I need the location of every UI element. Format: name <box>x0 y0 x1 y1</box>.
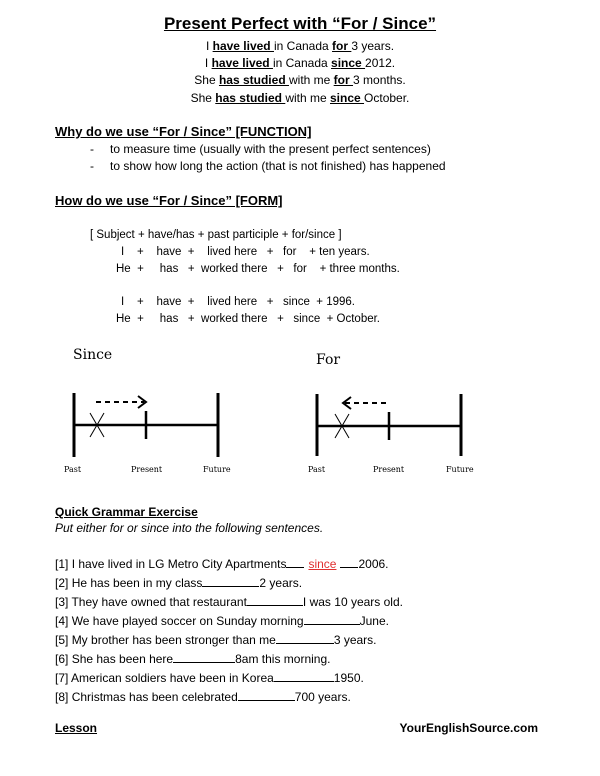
item-number: [7] <box>55 671 69 685</box>
answer-blank[interactable] <box>173 650 235 663</box>
exercise-item <box>55 593 403 609</box>
item-text-before: He has been in my class <box>71 576 203 590</box>
example-subject: She <box>194 73 219 87</box>
example-middle: with me <box>285 91 330 105</box>
example-middle: in Canada <box>272 56 332 70</box>
item-text-after: 3 years. <box>333 633 377 647</box>
answer-blank[interactable] <box>276 631 334 644</box>
present-label: Present <box>131 465 163 474</box>
function-heading: Why do we use “For / Since” [FUNCTION] <box>55 124 312 139</box>
present-label: Present <box>373 465 405 474</box>
item-text-before: American soldiers have been in Korea <box>71 671 274 685</box>
example-verb: has studied <box>218 73 289 87</box>
footer-website: YourEnglishSource.com <box>399 721 538 735</box>
future-label: Future <box>203 465 231 474</box>
form-example-row: I + have + lived here + since + 1996. <box>121 296 355 308</box>
item-number: [4] <box>55 614 69 628</box>
item-text-after: 2006. <box>358 557 389 571</box>
example-keyword: for <box>332 39 352 53</box>
past-label: Past <box>308 465 326 474</box>
item-text-after: 700 years. <box>294 690 351 704</box>
for-timeline-diagram <box>305 390 475 460</box>
example-verb: have lived <box>211 56 273 70</box>
for-diagram-label: For <box>316 352 341 368</box>
item-number: [3] <box>55 595 69 609</box>
item-number: [8] <box>55 690 69 704</box>
exercise-instruction: Put either for or since into the following sentences. <box>55 521 324 535</box>
answer-blank[interactable] <box>202 574 259 587</box>
example-sentence <box>0 73 600 87</box>
item-text-before: My brother has been stronger than me <box>71 633 276 647</box>
example-keyword: since <box>331 56 366 70</box>
example-subject: I <box>205 39 213 53</box>
function-bullet: - to show how long the action (that is not finished) has happened <box>90 159 446 173</box>
answer-blank[interactable] <box>238 688 295 701</box>
item-text-before: She has been here <box>71 652 174 666</box>
answer-blank[interactable] <box>247 593 303 606</box>
exercise-item <box>55 631 377 647</box>
exercise-item <box>55 669 364 685</box>
form-pattern: [ Subject + have/has + past participle + for/since ] <box>90 229 342 241</box>
example-verb: have lived <box>212 39 274 53</box>
bullet-text: to show how long the action (that is not finished) has happened <box>110 159 446 173</box>
example-verb: has studied <box>215 91 286 105</box>
blank-line <box>340 555 358 568</box>
example-keyword: for <box>333 73 354 87</box>
exercise-item <box>55 555 389 571</box>
exercise-item <box>55 650 330 666</box>
exercise-title: Quick Grammar Exercise <box>55 505 198 519</box>
example-middle: in Canada <box>273 39 333 53</box>
example-time: 3 years. <box>351 39 395 53</box>
item-text-after: 2 years. <box>259 576 303 590</box>
exercise-item <box>55 574 302 590</box>
blank-line <box>286 555 304 568</box>
form-example-row: He + has + worked there + for + three months. <box>116 263 400 275</box>
item-text-before: I have lived in LG Metro City Apartments <box>71 557 287 571</box>
past-label: Past <box>64 465 82 474</box>
item-text-after: 8am this morning. <box>235 652 331 666</box>
example-sentence <box>0 39 600 53</box>
item-number: [6] <box>55 652 69 666</box>
exercise-item <box>55 688 351 704</box>
item-text-before: Christmas has been celebrated <box>71 690 238 704</box>
example-sentence <box>0 91 600 105</box>
answer-blank[interactable]: since <box>308 557 337 571</box>
example-subject: She <box>190 91 216 105</box>
item-text-after: I was 10 years old. <box>302 595 403 609</box>
form-example-row: I + have + lived here + for + ten years. <box>121 246 370 258</box>
since-diagram-label: Since <box>73 347 113 363</box>
page-title: Present Perfect with “For / Since” <box>163 14 437 33</box>
exercise-item <box>55 612 389 628</box>
item-number: [5] <box>55 633 69 647</box>
item-text-after: June. <box>359 614 389 628</box>
example-sentence <box>0 56 600 70</box>
item-number: [1] <box>55 557 69 571</box>
example-time: 3 months. <box>353 73 406 87</box>
example-subject: I <box>204 56 212 70</box>
example-time: October. <box>364 91 410 105</box>
answer-blank[interactable] <box>274 669 334 682</box>
item-text-before: They have owned that restaurant <box>71 595 247 609</box>
item-text-before: We have played soccer on Sunday morning <box>71 614 304 628</box>
function-bullet: - to measure time (usually with the present perfect sentences) <box>90 142 431 156</box>
future-label: Future <box>446 465 474 474</box>
since-timeline-diagram <box>60 385 230 460</box>
item-text-after: 1950. <box>333 671 364 685</box>
item-number: [2] <box>55 576 69 590</box>
example-time: 2012. <box>365 56 396 70</box>
example-keyword: since <box>330 91 365 105</box>
bullet-text: to measure time (usually with the present perfect sentences) <box>110 142 431 156</box>
answer-blank[interactable] <box>304 612 360 625</box>
form-example-row: He + has + worked there + since + October. <box>116 313 380 325</box>
form-heading: How do we use “For / Since” [FORM] <box>55 193 283 208</box>
footer-lesson-label: Lesson <box>55 721 98 735</box>
example-middle: with me <box>288 73 334 87</box>
